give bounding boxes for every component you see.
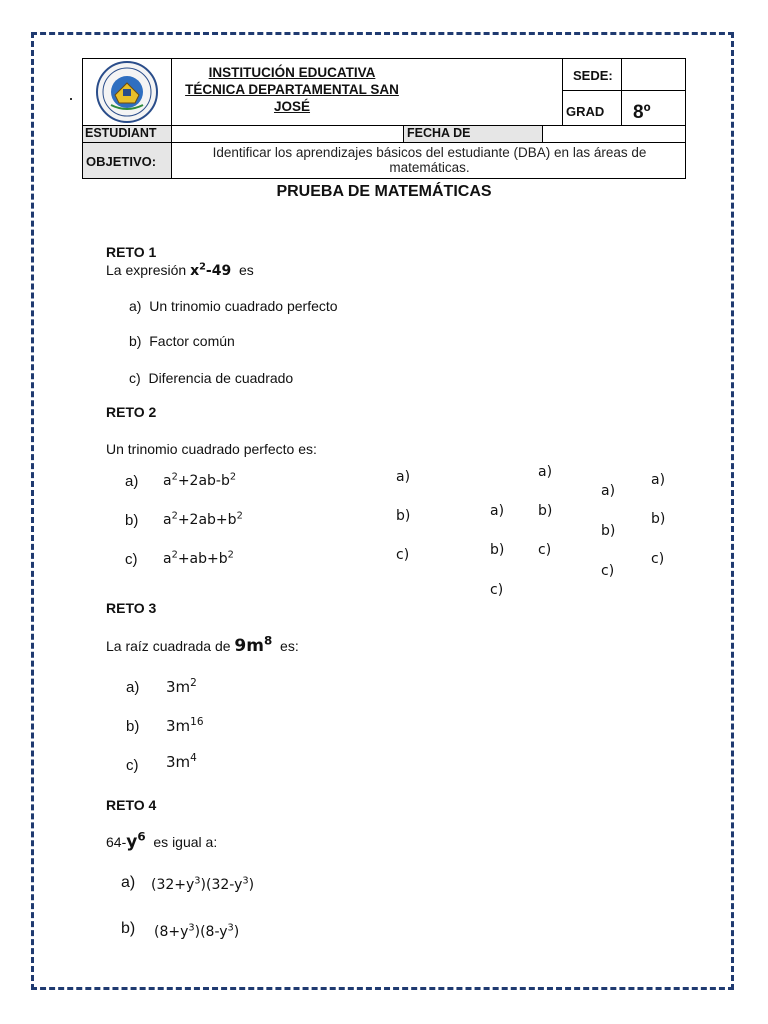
expr-part: 3m <box>166 678 191 696</box>
option-letter: c) <box>129 370 141 386</box>
expr-sup: 2 <box>227 549 234 561</box>
reto3-prompt-pre: La raíz cuadrada de <box>106 638 231 654</box>
reto1-option-b[interactable] <box>129 333 235 349</box>
estudiante-label: ESTUDIANT <box>85 126 157 140</box>
institution-line-3: JOSÉ <box>273 99 311 114</box>
reto4-prompt-pre: 64- <box>106 834 127 850</box>
school-seal-logo <box>83 59 171 125</box>
stray-letter: b) <box>651 511 666 527</box>
reto2-label: RETO 2 <box>106 404 157 420</box>
option-letter: b) <box>121 920 136 937</box>
option-text: Un trinomio cuadrado perfecto <box>149 298 338 314</box>
stray-letter: c) <box>490 582 504 598</box>
reto3-label: RETO 3 <box>106 600 157 616</box>
expr-sup: 2 <box>229 471 237 483</box>
reto1-option-c[interactable] <box>129 370 293 386</box>
reto2-option-a-expr <box>163 473 236 489</box>
stray-letter: c) <box>601 563 615 579</box>
option-letter: b) <box>125 512 139 529</box>
grado-value-cell <box>621 90 686 126</box>
estudiante-value-cell[interactable] <box>171 125 404 143</box>
reto2-option-a[interactable] <box>125 473 138 490</box>
stray-letter: b) <box>601 523 616 539</box>
reto3-option-b[interactable] <box>126 718 139 735</box>
reto2-option-c[interactable] <box>125 551 138 568</box>
option-letter: c) <box>125 551 138 568</box>
expr-sup: 2 <box>171 549 178 561</box>
reto4-option-b[interactable] <box>121 920 135 938</box>
expr-part: (32+y <box>151 877 195 893</box>
expr-sup: 2 <box>171 510 178 522</box>
expr-sup: 3 <box>242 875 249 887</box>
expr-part: 3m <box>166 717 191 735</box>
reto3-expr-base: 9m <box>234 636 264 656</box>
reto4-expr-sup: 6 <box>137 829 146 844</box>
expr-part: a <box>163 473 172 489</box>
expr-part: a <box>163 512 172 528</box>
stray-letter: a) <box>601 483 616 499</box>
expr-sup: 3 <box>188 922 195 934</box>
expr-part: )(32-y <box>200 877 243 893</box>
reto3-expression <box>234 633 273 656</box>
reto1-expr-base: x <box>190 263 200 279</box>
stray-letter: b) <box>538 503 553 519</box>
stray-letter: a) <box>651 472 666 488</box>
reto1-expr-sup: 2 <box>199 261 206 273</box>
expr-sup: 3 <box>227 922 234 934</box>
stray-letter: c) <box>651 551 665 567</box>
reto4-option-b-expr <box>154 924 239 940</box>
logo-cell <box>82 58 172 126</box>
expr-part: ) <box>248 877 255 893</box>
reto1-prompt <box>106 262 254 279</box>
reto3-prompt-post: es: <box>280 638 299 654</box>
reto4-option-a-expr <box>151 877 254 893</box>
institution-name <box>177 64 407 115</box>
sede-value-cell[interactable] <box>621 58 686 91</box>
fecha-label: FECHA DE <box>407 126 471 140</box>
option-letter: a) <box>121 874 136 891</box>
stray-letter: a) <box>538 464 553 480</box>
expr-part: 3m <box>166 753 191 771</box>
reto4-expression <box>126 829 146 852</box>
reto2-prompt: Un trinomio cuadrado perfecto es: <box>106 441 317 457</box>
stray-letter: a) <box>396 469 411 485</box>
reto2-option-b-expr <box>163 512 243 528</box>
expr-sup: 3 <box>194 875 201 887</box>
expr-sup: 16 <box>190 716 204 729</box>
stray-letter: c) <box>538 542 552 558</box>
expr-part: +ab+b <box>177 551 228 567</box>
reto4-label: RETO 4 <box>106 797 157 813</box>
expr-sup: 2 <box>171 471 178 483</box>
expr-part: a <box>163 551 172 567</box>
expr-sup: 2 <box>190 677 197 690</box>
exam-title: PRUEBA DE MATEMÁTICAS <box>276 183 492 200</box>
reto3-prompt <box>106 633 299 656</box>
reto1-prompt-pre: La expresión <box>106 262 187 278</box>
reto3-expr-sup: 8 <box>263 633 273 648</box>
reto1-option-a[interactable] <box>129 298 338 314</box>
option-letter: a) <box>126 679 140 696</box>
expr-part: )(8-y <box>194 924 228 940</box>
sede-label: SEDE: <box>573 68 613 83</box>
reto4-expr-base: y <box>126 832 138 852</box>
reto3-option-b-expr <box>166 717 204 735</box>
grado-label: GRAD <box>566 104 605 119</box>
stray-letter: a) <box>490 503 505 519</box>
option-letter: b) <box>126 718 140 735</box>
reto1-prompt-post: es <box>239 262 254 278</box>
objetivo-label: OBJETIVO: <box>86 154 157 169</box>
expr-part: +2ab-b <box>177 473 230 489</box>
reto1-label: RETO 1 <box>106 244 157 260</box>
expr-part: ) <box>233 924 240 940</box>
expr-part: (8+y <box>154 924 189 940</box>
stray-dot <box>70 98 72 100</box>
reto1-expression <box>190 263 231 279</box>
reto2-option-c-expr <box>163 551 234 567</box>
grado-value: 8º <box>633 102 651 123</box>
reto4-option-a[interactable] <box>121 874 135 892</box>
option-letter: b) <box>129 333 142 349</box>
reto1-expr-rest: -49 <box>205 263 232 279</box>
reto3-option-c-expr <box>166 753 197 771</box>
reto2-option-b[interactable] <box>125 512 138 529</box>
stray-letter: b) <box>396 508 411 524</box>
reto4-prompt-post: es igual a: <box>153 834 218 850</box>
expr-part: +2ab+b <box>177 512 237 528</box>
fecha-value-cell[interactable] <box>542 125 686 143</box>
reto3-option-c[interactable] <box>126 757 139 774</box>
reto3-option-a[interactable] <box>126 679 139 696</box>
expr-sup: 4 <box>190 752 197 765</box>
institution-line-2: TÉCNICA DEPARTAMENTAL SAN <box>185 82 399 97</box>
header-table <box>82 58 686 179</box>
objetivo-text: Identificar los aprendizajes básicos del estudiante (DBA) en las áreas de matemáticas. <box>212 145 647 175</box>
expr-sup: 2 <box>236 510 243 522</box>
reto3-option-a-expr <box>166 678 197 696</box>
option-letter: a) <box>125 473 139 490</box>
option-letter: c) <box>126 757 139 774</box>
institution-line-1: INSTITUCIÓN EDUCATIVA <box>208 65 376 80</box>
stray-letter: b) <box>490 542 505 558</box>
reto4-prompt <box>106 829 218 852</box>
option-letter: a) <box>129 298 142 314</box>
option-text: Factor común <box>149 333 235 349</box>
option-text: Diferencia de cuadrado <box>148 370 294 386</box>
stray-letter: c) <box>396 547 410 563</box>
